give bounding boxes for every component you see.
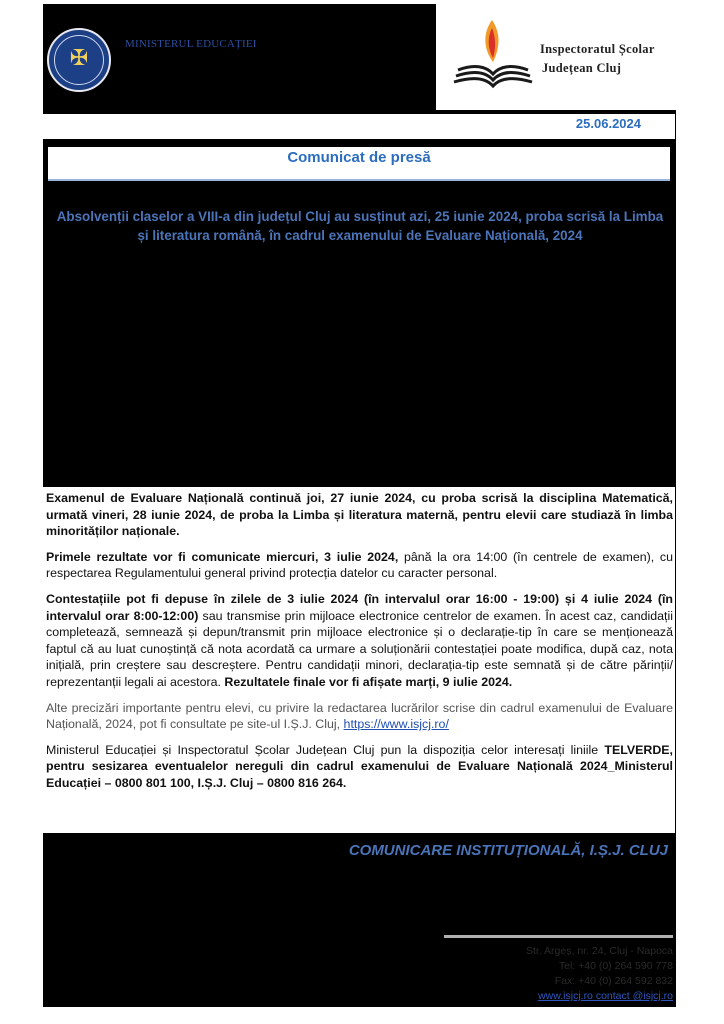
title-box bbox=[48, 147, 670, 181]
isj-title-line-1: Inspectoratul Școlar bbox=[540, 42, 655, 56]
signature: COMUNICARE INSTITUȚIONALĂ, I.Ș.J. CLUJ bbox=[348, 842, 668, 859]
footer-links[interactable]: www.isjcj.ro contact @isjcj.ro bbox=[538, 990, 673, 1002]
release-date: 25.06.2024 bbox=[575, 116, 641, 131]
open-book-pen-logo-icon bbox=[452, 18, 534, 92]
paragraph-next-exam bbox=[46, 490, 673, 540]
details-text: Alte precizări importante pentru elevi, cu privire la redactarea lucrărilor scrise din cadrul examenului de Evaluare Națională, 2024, pot fi consultate pe site-ul I.Ș.J. Cluj, bbox=[46, 700, 673, 732]
footer-address: Str. Argeș, nr. 24, Cluj - Napoca bbox=[525, 945, 673, 957]
isj-title bbox=[540, 40, 720, 78]
helpline-bold: TELVERDE, pentru sesizarea eventualelor nereguli din cadrul examenului de Evaluare Națională 2024_Ministerul Educației – 0800 801 100, I.Ș.J. Cluj – 0800 816 264. bbox=[46, 742, 673, 790]
appeals-bold: Contestațiile pot fi depuse în zilele de 3 iulie 2024 (în intervalul orar 16:00 - 19:00) și 4 iulie 2024 (în intervalul orar 8:00-12:00) bbox=[46, 591, 673, 623]
footer-contact bbox=[440, 944, 673, 1004]
appeals-text: sau transmise prin mijloace electronice centrelor de examen. În acest caz, candidații completează, semnează și depun/transmit prin mijloace electronice și o declarație-tip în care se menționează faptul că au luat cunoștință că nota acordată ca urmare a soluționării contestației poate modifica, după caz, nota inițială, prin creștere sau descreștere. Pentru candidații minori, declarația-tip este semnată și de către părinții/ reprezentanții legali ai acestora. bbox=[46, 608, 673, 689]
press-body bbox=[43, 487, 675, 833]
document-title: Comunicat de presă bbox=[287, 149, 431, 166]
next-exam-text: Examenul de Evaluare Națională continuă joi, 27 iunie 2024, cu proba scrisă la disciplina Matematică, urmată vineri, 28 iunie 2024, de proba la Limba și literatura maternă, pentru elevii care studiază în limba minorităților naționale. bbox=[46, 491, 673, 539]
helpline-text: Ministerul Educației și Inspectoratul Școlar Județean Cluj pun la dispoziția celor interesați liniile bbox=[46, 742, 605, 757]
paragraph-first-results bbox=[46, 549, 673, 582]
footer-phone: Tel: +40 (0) 264 590 778 bbox=[558, 960, 673, 972]
final-results-bold: Rezultatele finale vor fi afișate marți, 9 iulie 2024. bbox=[224, 674, 513, 689]
press-headline: Absolvenții claselor a VIII-a din județul Cluj au susținut azi, 25 iunie 2024, proba scrisă la Limba și literatura română, în cadrul examenului de Evaluare Națională, 2024 bbox=[56, 209, 664, 243]
paragraph-helpline bbox=[46, 742, 673, 792]
footer-divider bbox=[444, 935, 673, 938]
website-link[interactable]: https://www.isjcj.ro/ bbox=[343, 717, 449, 732]
government-seal-icon bbox=[47, 28, 111, 92]
ministry-name: MINISTERUL EDUCAȚIEI bbox=[125, 38, 257, 50]
first-results-bold: Primele rezultate vor fi comunicate miercuri, 3 iulie 2024, bbox=[46, 549, 399, 564]
isj-title-line-2: Județean Cluj bbox=[542, 61, 622, 75]
paragraph-appeals bbox=[46, 591, 673, 691]
first-results-text: până la ora 14:00 (în centrele de examen), cu respectarea Regulamentului general privind protecția datelor cu caracter personal. bbox=[46, 549, 674, 581]
eagle-glyph: ✠ bbox=[69, 45, 89, 70]
date-bar bbox=[43, 114, 675, 139]
footer-fax: Fax: +40 (0) 264 592 832 bbox=[554, 975, 673, 987]
paragraph-details bbox=[46, 700, 673, 733]
